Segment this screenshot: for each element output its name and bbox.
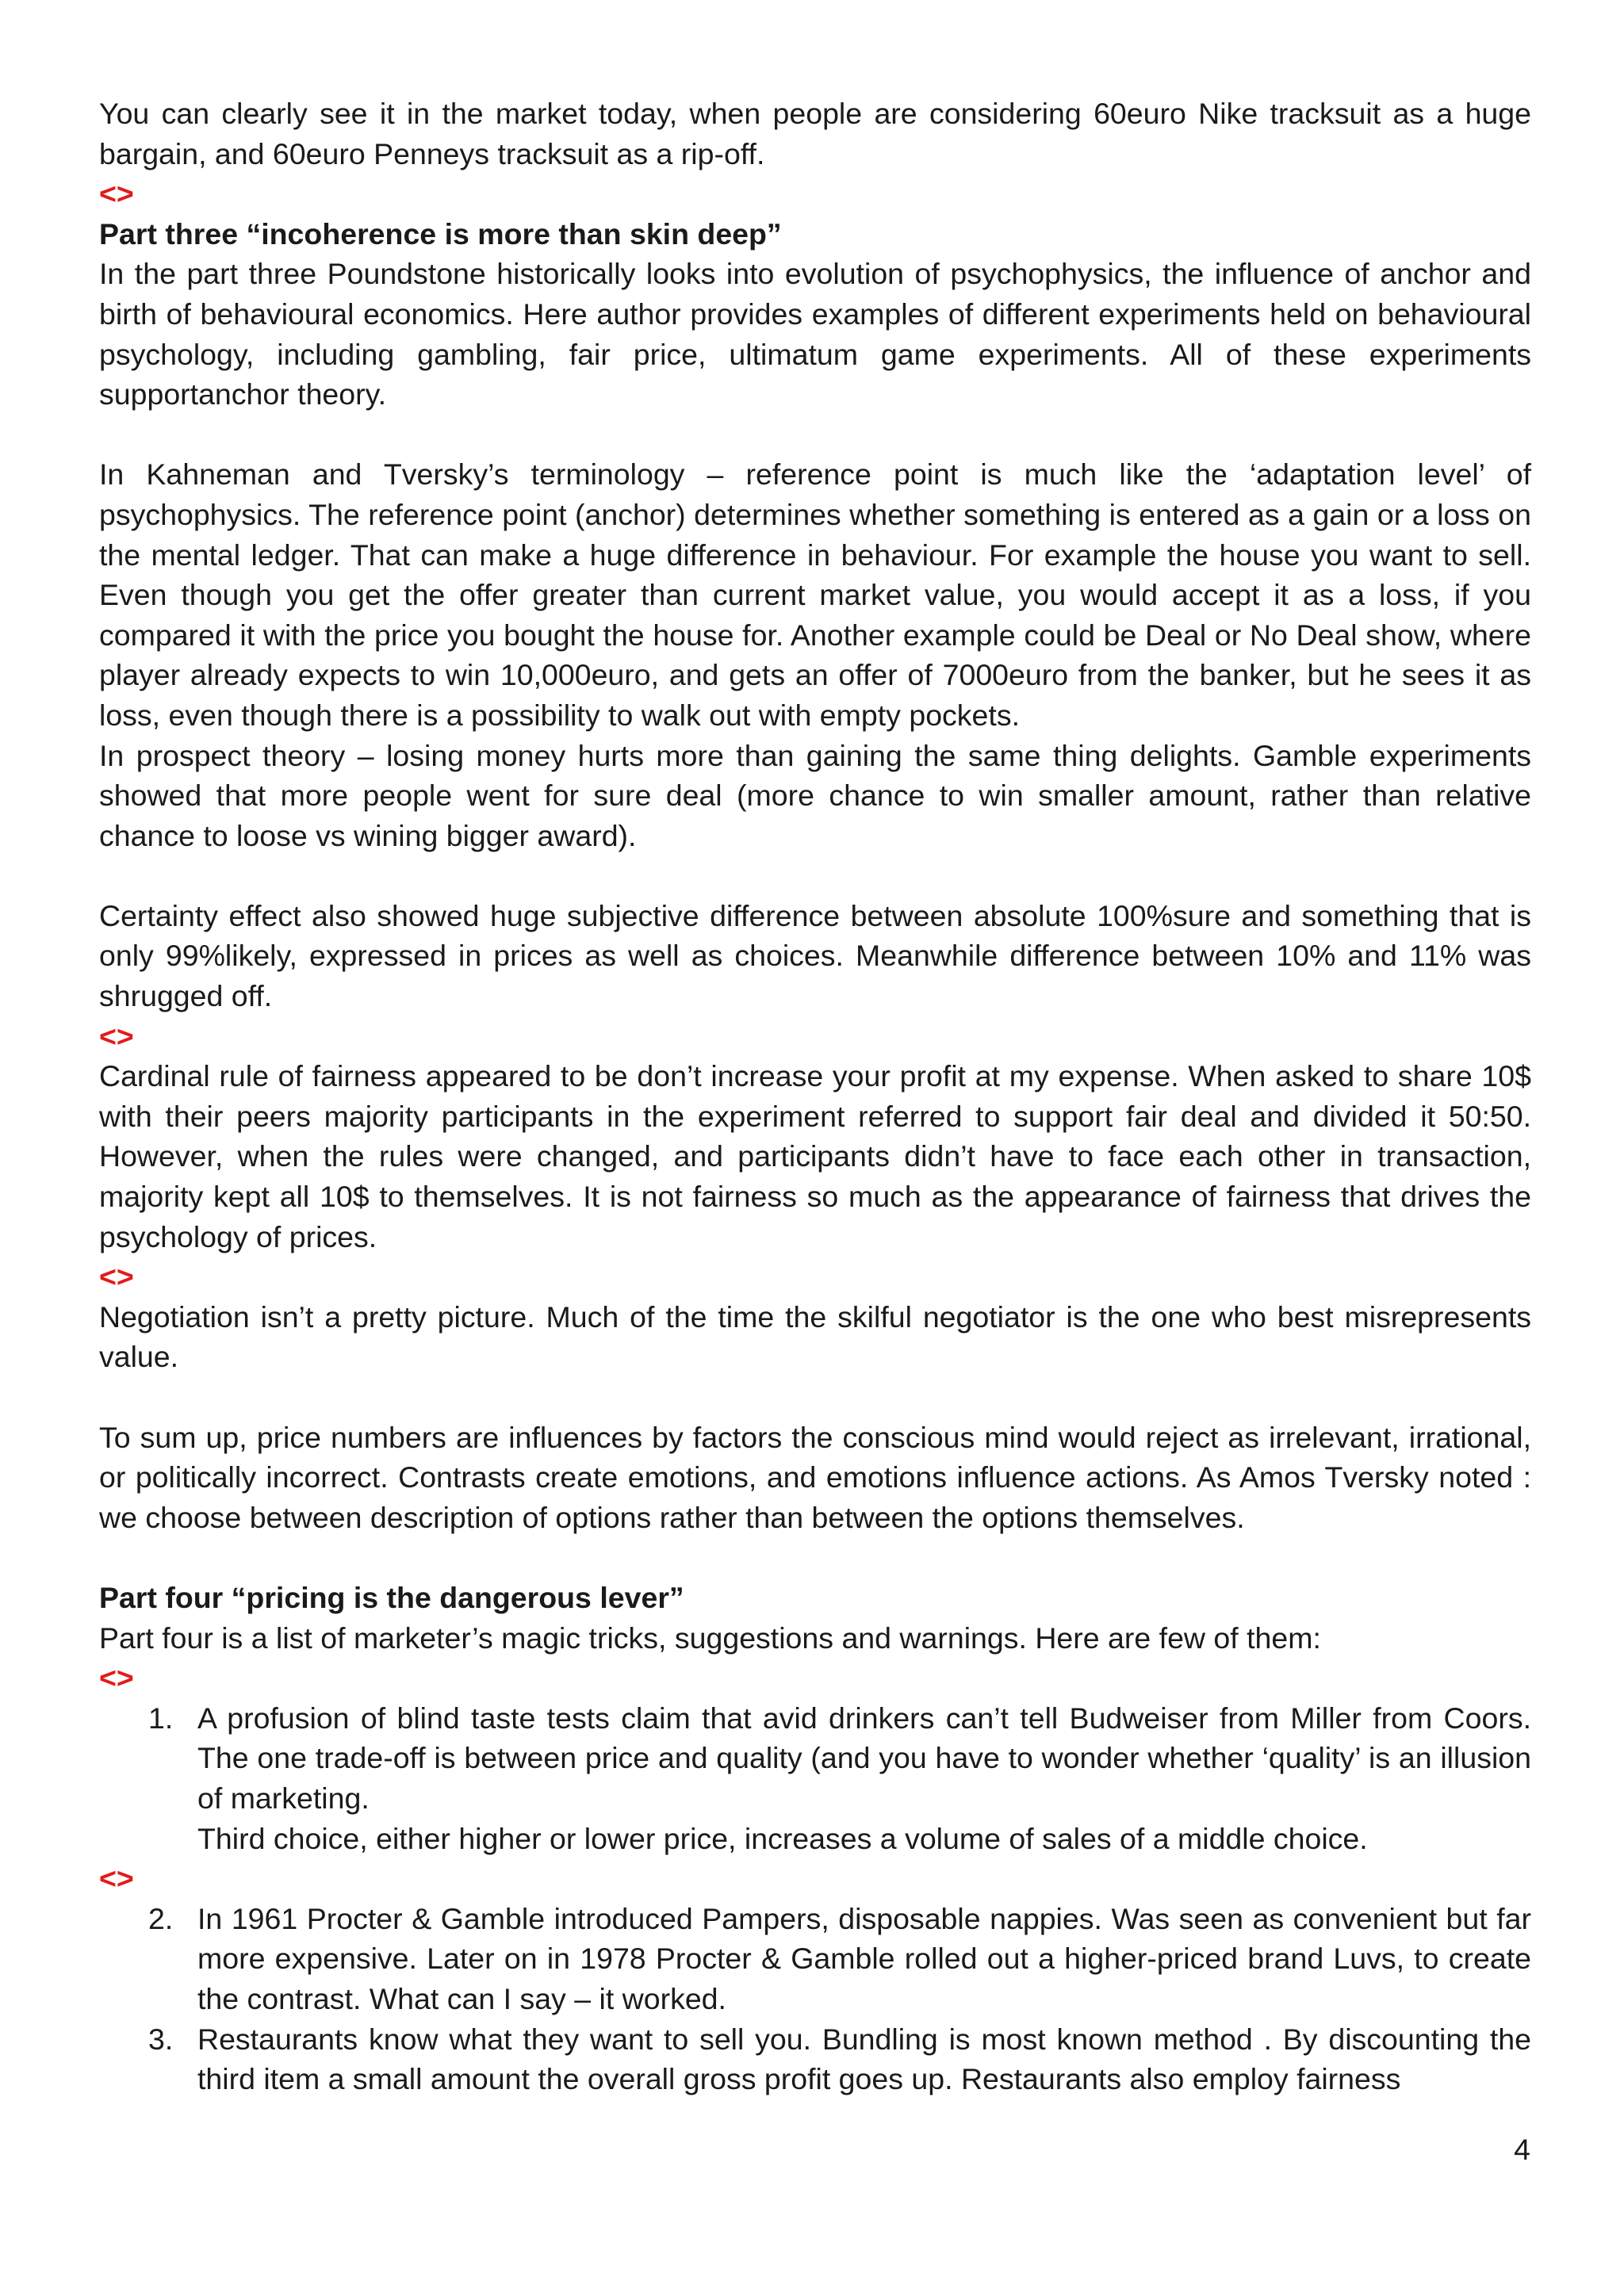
list-item-extra-text: Third choice, either higher or lower price, increases a volume of sales of a middle choice. [197,1821,1368,1855]
blank-line [99,855,1531,896]
list-item-text: Restaurants know what they want to sell you. Bundling is most known method . By discounting the third item a small amount the overall gross profit goes up. Restaurants also employ fairness [197,2022,1531,2096]
paragraph-sum-up: To sum up, price numbers are influences by factors the conscious mind would reject as irrelevant, irrational, or politically incorrect. Contrasts create emotions, and emotions influence actions. As Amos Tversky noted : we choose between description of options rather than between the options themselves. [99,1420,1531,1534]
document-page [99,94,1531,2099]
tricks-list [99,1698,1531,1858]
blank-line [99,1377,1531,1418]
paragraph-part-four: Part four is a list of marketer’s magic tricks, suggestions and warnings. Here are few of them: [99,1621,1321,1655]
list-item [99,1899,1531,2019]
paragraph-fairness: Cardinal rule of fairness appeared to be don’t increase your profit at my expense. When asked to share 10$ with their peers majority participants in the experiment referred to support fair deal and divided it 50:50. However, when the rules were changed, and participants didn’t have to face each other in transaction, majority kept all 10$ to themselves. It is not fairness so much as the appearance of fairness that drives the psychology of prices. [99,1059,1531,1253]
blank-line [99,415,1531,455]
paragraph-negotiation: Negotiation isn’t a pretty picture. Much of the time the skilful negotiator is the one who best misrepresents value. [99,1299,1531,1374]
list-item-number: 2. [148,1901,174,1935]
list-item-text: A profusion of blind taste tests claim that avid drinkers can’t tell Budweiser from Miller from Coors. The one trade-off is between price and quality (and you have to wonder whether ‘quality’ is an illusion of marketing. [197,1701,1531,1815]
paragraph-kahneman-tversky: In Kahneman and Tversky’s terminology – reference point is much like the ‘adaptation level’ of psychophysics. The reference point (anchor) determines whether something is entered as a gain or a loss on the mental ledger. That can make a huge difference in behaviour. For example the house you want to sell. Even though you get the offer greater than current market value, you would accept it as a loss, if you compared it with the price you bought the house for. Another example could be Deal or No Deal show, where player already expects to win 10,000euro, and gets an offer of 7000euro from the banker, but he sees it as loss, even though there is a possibility to walk out with empty pockets. [99,457,1531,732]
blank-line [99,1537,1531,1578]
section-separator: <> [99,1862,134,1896]
tricks-list-continued [99,1899,1531,2099]
paragraph-prospect-theory: In prospect theory – losing money hurts more than gaining the same thing delights. Gamble experiments showed that more people went for sure deal (more chance to win smaller amount, rather than relative chance to loose vs wining bigger award). [99,738,1531,852]
list-item-number: 1. [148,1701,174,1735]
section-separator: <> [99,1260,134,1294]
section-separator: <> [99,1019,134,1053]
paragraph-certainty-effect: Certainty effect also showed huge subjective difference between absolute 100%sure and something that is only 99%likely, expressed in prices as well as choices. Meanwhile difference between 10% and 11% was shrugged off. [99,898,1531,1013]
list-item-number: 3. [148,2022,174,2056]
list-item [99,1698,1531,1858]
section-separator: <> [99,1661,134,1695]
section-separator: <> [99,177,134,211]
list-item [99,2019,1531,2099]
part-three-heading: Part three “incoherence is more than skin deep” [99,216,782,251]
paragraph-intro: You can clearly see it in the market today, when people are considering 60euro Nike tracksuit as a huge bargain, and 60euro Penneys tracksuit as a rip-off. [99,97,1531,170]
paragraph-part-three: In the part three Poundstone historically looks into evolution of psychophysics, the influence of anchor and birth of behavioural economics. Here author provides examples of different experiments held on behavioural psychology, including gambling, fair price, ultimatum game experiments. All of these experiments supportanchor theory. [99,257,1531,411]
page-number: 4 [1514,2133,1530,2166]
list-item-text: In 1961 Procter & Gamble introduced Pampers, disposable nappies. Was seen as convenient but far more expensive. Later on in 1978 Procter & Gamble rolled out a higher-priced brand Luvs, to create the contrast. What can I say – it worked. [197,1901,1531,2015]
part-four-heading: Part four “pricing is the dangerous lever” [99,1580,684,1614]
